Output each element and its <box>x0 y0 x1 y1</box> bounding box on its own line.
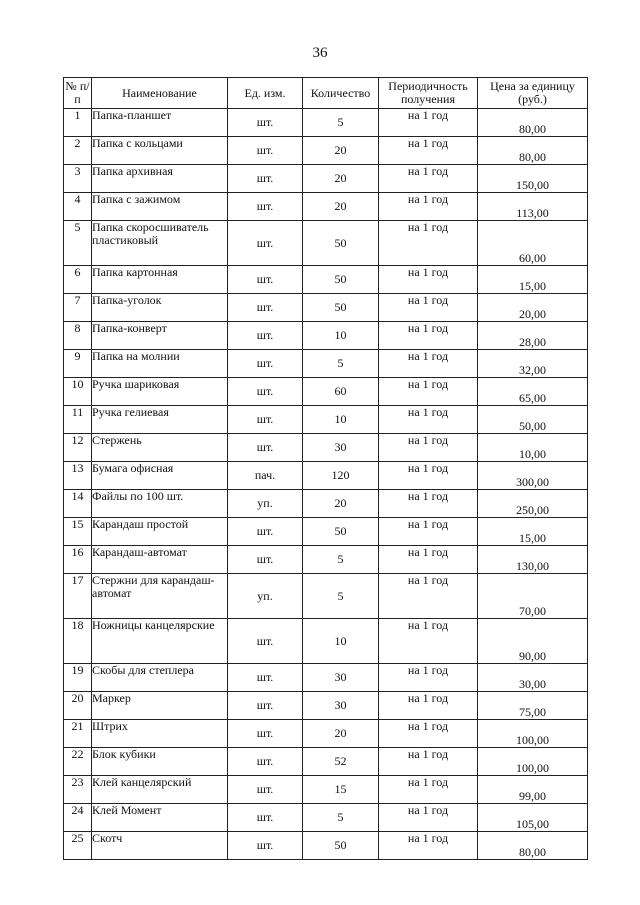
cell-quantity: 50 <box>303 294 379 322</box>
cell-unit: шт. <box>228 832 303 860</box>
cell-name: Папка-конверт <box>92 322 228 350</box>
cell-period: на 1 год <box>379 619 478 664</box>
cell-quantity: 20 <box>303 720 379 748</box>
cell-num: 9 <box>64 350 92 378</box>
cell-period: на 1 год <box>379 664 478 692</box>
cell-unit: шт. <box>228 378 303 406</box>
cell-name: Папка с зажимом <box>92 193 228 221</box>
cell-name: Стержни для карандаш-автомат <box>92 574 228 619</box>
cell-unit: шт. <box>228 434 303 462</box>
table-row <box>64 434 588 462</box>
cell-quantity: 52 <box>303 748 379 776</box>
cell-unit: уп. <box>228 574 303 619</box>
cell-unit: шт. <box>228 193 303 221</box>
cell-num: 17 <box>64 574 92 619</box>
cell-num: 6 <box>64 266 92 294</box>
cell-num: 25 <box>64 832 92 860</box>
cell-period: на 1 год <box>379 221 478 266</box>
cell-quantity: 120 <box>303 462 379 490</box>
table-row <box>64 165 588 193</box>
cell-name: Скотч <box>92 832 228 860</box>
cell-unit: шт. <box>228 776 303 804</box>
cell-name: Папка с кольцами <box>92 137 228 165</box>
cell-num: 7 <box>64 294 92 322</box>
table-row <box>64 664 588 692</box>
table-row <box>64 692 588 720</box>
cell-period: на 1 год <box>379 378 478 406</box>
cell-num: 24 <box>64 804 92 832</box>
cell-name: Штрих <box>92 720 228 748</box>
cell-period: на 1 год <box>379 546 478 574</box>
cell-price: 28,00 <box>478 322 588 350</box>
cell-unit: шт. <box>228 322 303 350</box>
cell-unit: уп. <box>228 490 303 518</box>
cell-period: на 1 год <box>379 490 478 518</box>
cell-name: Маркер <box>92 692 228 720</box>
cell-unit: шт. <box>228 720 303 748</box>
cell-num: 12 <box>64 434 92 462</box>
cell-period: на 1 год <box>379 193 478 221</box>
table-row <box>64 619 588 664</box>
cell-unit: шт. <box>228 546 303 574</box>
cell-price: 99,00 <box>478 776 588 804</box>
cell-period: на 1 год <box>379 350 478 378</box>
cell-quantity: 30 <box>303 664 379 692</box>
header-price: Цена за единицу (руб.) <box>478 78 588 109</box>
cell-num: 11 <box>64 406 92 434</box>
cell-price: 75,00 <box>478 692 588 720</box>
cell-period: на 1 год <box>379 804 478 832</box>
table-row <box>64 294 588 322</box>
cell-unit: шт. <box>228 294 303 322</box>
cell-num: 3 <box>64 165 92 193</box>
cell-num: 2 <box>64 137 92 165</box>
cell-name: Скобы для степлера <box>92 664 228 692</box>
cell-period: на 1 год <box>379 776 478 804</box>
cell-unit: шт. <box>228 221 303 266</box>
cell-period: на 1 год <box>379 462 478 490</box>
cell-price: 100,00 <box>478 720 588 748</box>
cell-quantity: 30 <box>303 434 379 462</box>
header-period: Периодичность получения <box>379 78 478 109</box>
cell-name: Блок кубики <box>92 748 228 776</box>
cell-price: 70,00 <box>478 574 588 619</box>
cell-num: 14 <box>64 490 92 518</box>
cell-num: 15 <box>64 518 92 546</box>
cell-name: Ручка гелиевая <box>92 406 228 434</box>
cell-name: Клей Момент <box>92 804 228 832</box>
table-row <box>64 350 588 378</box>
cell-name: Папка на молнии <box>92 350 228 378</box>
cell-price: 20,00 <box>478 294 588 322</box>
cell-unit: шт. <box>228 748 303 776</box>
cell-name: Папка-планшет <box>92 109 228 137</box>
header-num: № п/п <box>64 78 92 109</box>
cell-unit: шт. <box>228 266 303 294</box>
table-row <box>64 322 588 350</box>
cell-price: 50,00 <box>478 406 588 434</box>
cell-price: 32,00 <box>478 350 588 378</box>
cell-period: на 1 год <box>379 518 478 546</box>
cell-name: Папка скоросшиватель пластиковый <box>92 221 228 266</box>
cell-price: 65,00 <box>478 378 588 406</box>
cell-unit: шт. <box>228 109 303 137</box>
header-name: Наименование <box>92 78 228 109</box>
cell-price: 15,00 <box>478 518 588 546</box>
cell-quantity: 10 <box>303 619 379 664</box>
cell-quantity: 50 <box>303 221 379 266</box>
cell-price: 80,00 <box>478 109 588 137</box>
cell-price: 150,00 <box>478 165 588 193</box>
cell-period: на 1 год <box>379 720 478 748</box>
table-row <box>64 490 588 518</box>
page-number: 36 <box>312 45 328 61</box>
cell-quantity: 50 <box>303 518 379 546</box>
cell-unit: шт. <box>228 664 303 692</box>
table-row <box>64 518 588 546</box>
table-row <box>64 193 588 221</box>
cell-num: 18 <box>64 619 92 664</box>
table-row <box>64 574 588 619</box>
table-row <box>64 832 588 860</box>
table-header-row <box>64 78 588 109</box>
table-row <box>64 406 588 434</box>
cell-quantity: 10 <box>303 406 379 434</box>
cell-period: на 1 год <box>379 748 478 776</box>
cell-num: 21 <box>64 720 92 748</box>
cell-price: 100,00 <box>478 748 588 776</box>
table-row <box>64 221 588 266</box>
cell-price: 130,00 <box>478 546 588 574</box>
cell-price: 105,00 <box>478 804 588 832</box>
cell-quantity: 15 <box>303 776 379 804</box>
cell-unit: шт. <box>228 619 303 664</box>
cell-quantity: 10 <box>303 322 379 350</box>
cell-unit: шт. <box>228 406 303 434</box>
cell-num: 1 <box>64 109 92 137</box>
table-row <box>64 804 588 832</box>
cell-unit: шт. <box>228 350 303 378</box>
cell-num: 10 <box>64 378 92 406</box>
cell-period: на 1 год <box>379 109 478 137</box>
header-quantity: Количество <box>303 78 379 109</box>
cell-period: на 1 год <box>379 574 478 619</box>
cell-price: 113,00 <box>478 193 588 221</box>
table-row <box>64 137 588 165</box>
cell-price: 15,00 <box>478 266 588 294</box>
cell-name: Клей канцелярский <box>92 776 228 804</box>
table-row <box>64 720 588 748</box>
supplies-table <box>63 77 588 860</box>
cell-price: 80,00 <box>478 137 588 165</box>
cell-unit: шт. <box>228 518 303 546</box>
cell-num: 8 <box>64 322 92 350</box>
cell-period: на 1 год <box>379 165 478 193</box>
cell-period: на 1 год <box>379 294 478 322</box>
cell-quantity: 20 <box>303 137 379 165</box>
cell-name: Папка картонная <box>92 266 228 294</box>
cell-price: 90,00 <box>478 619 588 664</box>
cell-period: на 1 год <box>379 406 478 434</box>
table-row <box>64 266 588 294</box>
cell-num: 13 <box>64 462 92 490</box>
cell-price: 10,00 <box>478 434 588 462</box>
cell-period: на 1 год <box>379 266 478 294</box>
cell-name: Бумага офисная <box>92 462 228 490</box>
cell-unit: шт. <box>228 804 303 832</box>
cell-num: 22 <box>64 748 92 776</box>
cell-period: на 1 год <box>379 692 478 720</box>
cell-unit: пач. <box>228 462 303 490</box>
cell-quantity: 60 <box>303 378 379 406</box>
table-row <box>64 378 588 406</box>
cell-num: 20 <box>64 692 92 720</box>
cell-price: 300,00 <box>478 462 588 490</box>
cell-num: 16 <box>64 546 92 574</box>
cell-quantity: 5 <box>303 350 379 378</box>
cell-name: Папка архивная <box>92 165 228 193</box>
cell-quantity: 50 <box>303 832 379 860</box>
cell-quantity: 5 <box>303 804 379 832</box>
cell-unit: шт. <box>228 165 303 193</box>
table-row <box>64 546 588 574</box>
table-row <box>64 109 588 137</box>
cell-name: Стержень <box>92 434 228 462</box>
cell-unit: шт. <box>228 137 303 165</box>
cell-num: 23 <box>64 776 92 804</box>
cell-period: на 1 год <box>379 137 478 165</box>
cell-name: Ножницы канцелярские <box>92 619 228 664</box>
cell-unit: шт. <box>228 692 303 720</box>
cell-num: 19 <box>64 664 92 692</box>
cell-price: 250,00 <box>478 490 588 518</box>
cell-period: на 1 год <box>379 434 478 462</box>
cell-quantity: 5 <box>303 109 379 137</box>
cell-name: Карандаш простой <box>92 518 228 546</box>
cell-quantity: 50 <box>303 266 379 294</box>
cell-quantity: 5 <box>303 574 379 619</box>
cell-quantity: 20 <box>303 165 379 193</box>
cell-name: Карандаш-автомат <box>92 546 228 574</box>
cell-quantity: 30 <box>303 692 379 720</box>
cell-price: 30,00 <box>478 664 588 692</box>
table-row <box>64 462 588 490</box>
cell-quantity: 20 <box>303 490 379 518</box>
cell-period: на 1 год <box>379 322 478 350</box>
cell-period: на 1 год <box>379 832 478 860</box>
cell-name: Папка-уголок <box>92 294 228 322</box>
table-row <box>64 748 588 776</box>
cell-num: 5 <box>64 221 92 266</box>
header-unit: Ед. изм. <box>228 78 303 109</box>
cell-name: Ручка шариковая <box>92 378 228 406</box>
cell-price: 80,00 <box>478 832 588 860</box>
cell-quantity: 5 <box>303 546 379 574</box>
cell-num: 4 <box>64 193 92 221</box>
table-row <box>64 776 588 804</box>
cell-name: Файлы по 100 шт. <box>92 490 228 518</box>
table-body <box>64 109 588 860</box>
cell-quantity: 20 <box>303 193 379 221</box>
cell-price: 60,00 <box>478 221 588 266</box>
